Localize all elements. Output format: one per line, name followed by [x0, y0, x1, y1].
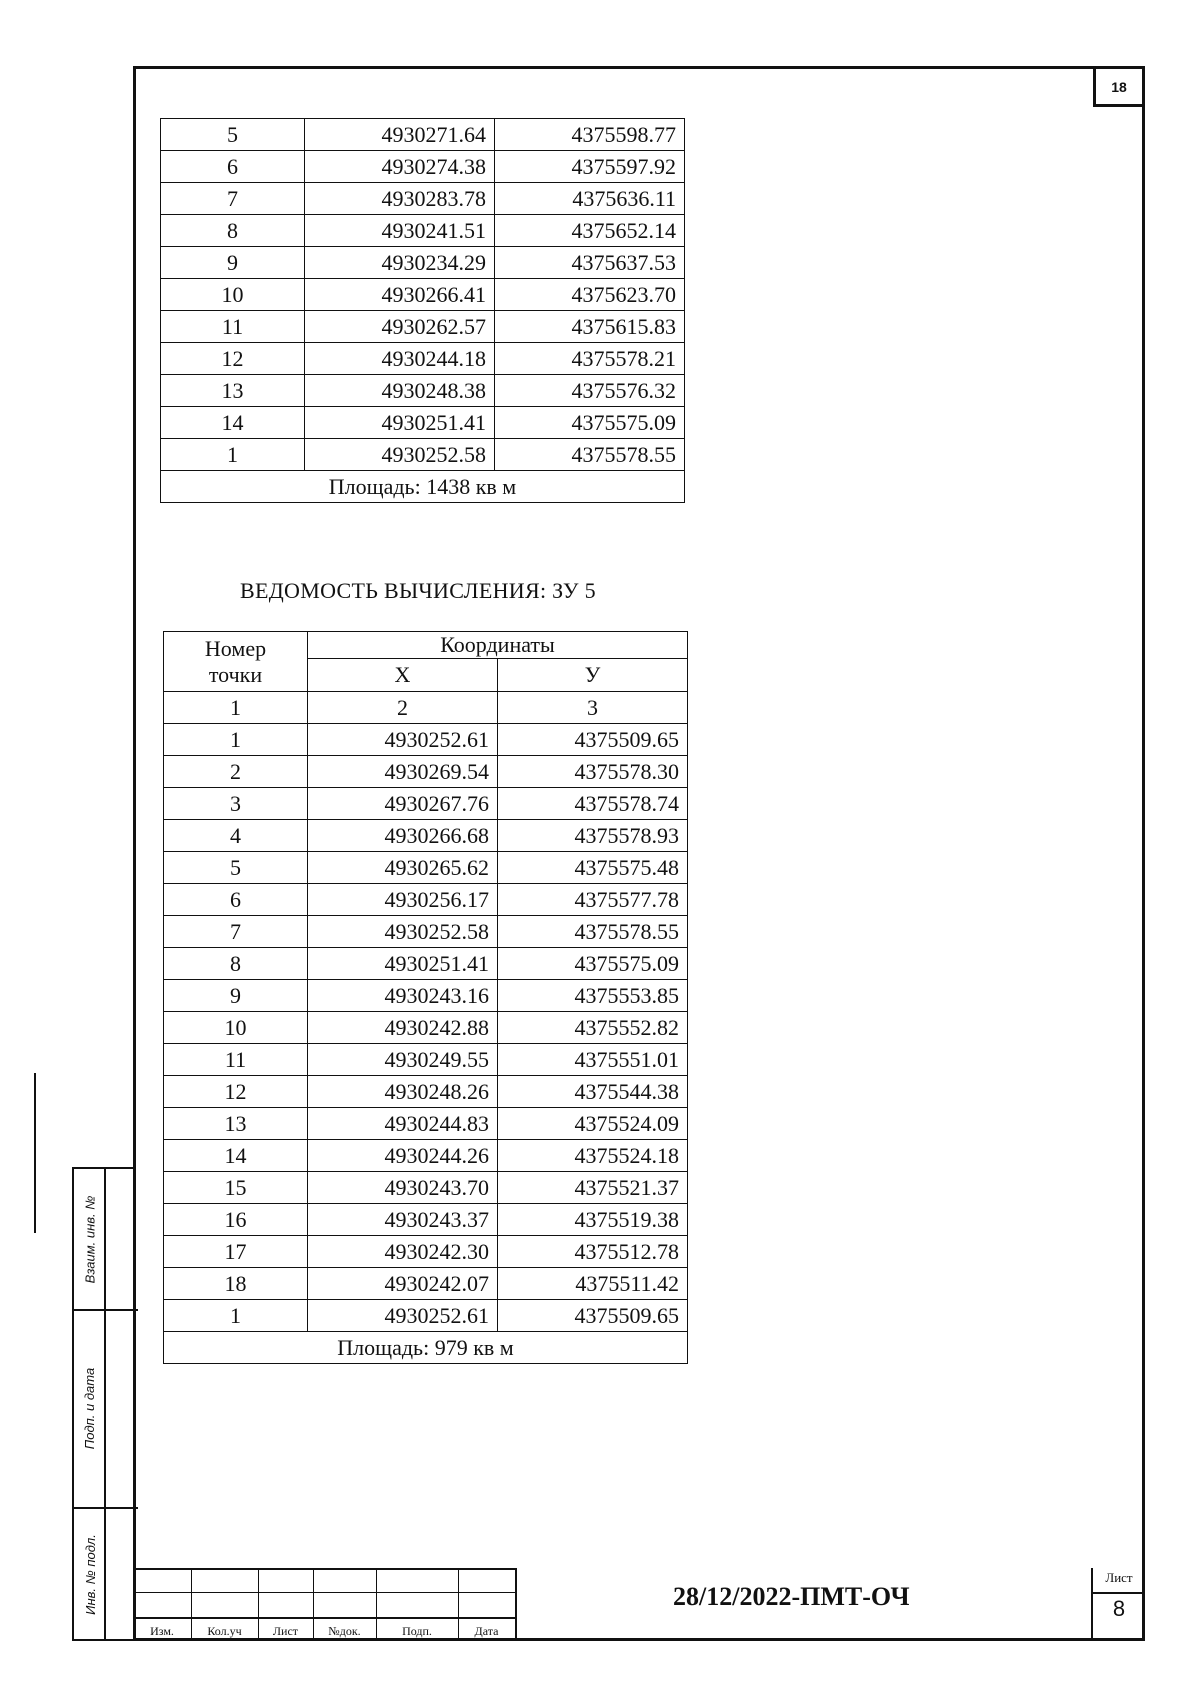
y-coordinate-cell: 4375544.38 — [498, 1076, 688, 1108]
x-coordinate-cell: 4930256.17 — [308, 884, 498, 916]
table-row — [164, 820, 688, 852]
table-row — [161, 215, 685, 247]
column-index-row — [164, 692, 688, 724]
coordinates-header: Координаты — [308, 632, 688, 659]
signature-label: Подп. — [402, 1624, 432, 1638]
x-header: Х — [308, 659, 498, 692]
x-coordinate-cell: 4930269.54 — [308, 756, 498, 788]
point-number-cell: 7 — [164, 916, 308, 948]
sheet-box — [1091, 1568, 1145, 1641]
y-coordinate-cell: 4375615.83 — [495, 311, 685, 343]
y-coordinate-cell: 4375521.37 — [498, 1172, 688, 1204]
table-row — [164, 1236, 688, 1268]
y-coordinate-cell: 4375637.53 — [495, 247, 685, 279]
title-block-grid — [133, 1568, 516, 1641]
y-coordinate-cell: 4375524.09 — [498, 1108, 688, 1140]
point-number-header: Номер точки — [164, 632, 308, 692]
x-coordinate-cell: 4930244.26 — [308, 1140, 498, 1172]
point-number-cell: 1 — [164, 724, 308, 756]
table-row — [161, 375, 685, 407]
column-index: 1 — [164, 692, 308, 724]
point-number-cell: 1 — [161, 439, 305, 471]
column-index: 3 — [498, 692, 688, 724]
y-coordinate-cell: 4375575.09 — [498, 948, 688, 980]
x-coordinate-cell: 4930266.68 — [308, 820, 498, 852]
date-label: Дата — [474, 1624, 499, 1638]
coordinates-table-2 — [163, 631, 688, 1364]
y-coordinate-cell: 4375578.30 — [498, 756, 688, 788]
table-row — [164, 1172, 688, 1204]
point-number-cell: 7 — [161, 183, 305, 215]
sheet-divider — [1093, 1592, 1145, 1594]
margin-line — [34, 1073, 36, 1233]
y-coordinate-cell: 4375553.85 — [498, 980, 688, 1012]
table-row — [161, 407, 685, 439]
x-coordinate-cell: 4930242.88 — [308, 1012, 498, 1044]
table-row — [164, 756, 688, 788]
x-coordinate-cell: 4930283.78 — [305, 183, 495, 215]
x-coordinate-cell: 4930248.26 — [308, 1076, 498, 1108]
point-number-cell: 2 — [164, 756, 308, 788]
table-row — [161, 439, 685, 471]
x-coordinate-cell: 4930241.51 — [305, 215, 495, 247]
table-row — [164, 1300, 688, 1332]
table-row — [164, 1044, 688, 1076]
inv-orig-label: Инв. № подл. — [82, 1533, 98, 1615]
table-row — [161, 279, 685, 311]
x-coordinate-cell: 4930271.64 — [305, 119, 495, 151]
point-number-cell: 11 — [164, 1044, 308, 1076]
x-coordinate-cell: 4930252.58 — [305, 439, 495, 471]
y-coordinate-cell: 4375578.21 — [495, 343, 685, 375]
x-coordinate-cell: 4930262.57 — [305, 311, 495, 343]
sheet-number: 8 — [1112, 1596, 1126, 1621]
x-coordinate-cell: 4930249.55 — [308, 1044, 498, 1076]
y-coordinate-cell: 4375509.65 — [498, 724, 688, 756]
x-coordinate-cell: 4930243.37 — [308, 1204, 498, 1236]
table-row — [164, 884, 688, 916]
point-number-cell: 14 — [164, 1140, 308, 1172]
table-row — [161, 247, 685, 279]
x-coordinate-cell: 4930252.61 — [308, 1300, 498, 1332]
table-row — [161, 119, 685, 151]
document-code: 28/12/2022-ПМТ-ОЧ — [673, 1582, 910, 1611]
point-number-cell: 8 — [161, 215, 305, 247]
statement-heading: ВЕДОМОСТЬ ВЫЧИСЛЕНИЯ: ЗУ 5 — [240, 578, 596, 603]
header-row — [164, 632, 688, 659]
y-coordinate-cell: 4375575.09 — [495, 407, 685, 439]
y-coordinate-cell: 4375575.48 — [498, 852, 688, 884]
count-label: Кол.уч — [207, 1624, 242, 1638]
point-number-cell: 15 — [164, 1172, 308, 1204]
x-coordinate-cell: 4930274.38 — [305, 151, 495, 183]
point-number-cell: 5 — [164, 852, 308, 884]
x-coordinate-cell: 4930267.76 — [308, 788, 498, 820]
x-coordinate-cell: 4930252.61 — [308, 724, 498, 756]
table-row — [161, 183, 685, 215]
x-coordinate-cell: 4930244.18 — [305, 343, 495, 375]
inv-replace-label: Взаим. инв. № — [82, 1195, 98, 1283]
point-number-cell: 12 — [164, 1076, 308, 1108]
column-index: 2 — [308, 692, 498, 724]
area-cell: Площадь: 979 кв м — [164, 1332, 688, 1364]
y-coordinate-cell: 4375552.82 — [498, 1012, 688, 1044]
point-number-cell: 5 — [161, 119, 305, 151]
point-number-cell: 16 — [164, 1204, 308, 1236]
rev-label: Изм. — [150, 1624, 174, 1638]
table-row — [164, 852, 688, 884]
table-row — [164, 1108, 688, 1140]
point-number-cell: 18 — [164, 1268, 308, 1300]
area-row — [161, 471, 685, 503]
x-coordinate-cell: 4930265.62 — [308, 852, 498, 884]
y-coordinate-cell: 4375519.38 — [498, 1204, 688, 1236]
sign-date-label: Подп. и дата — [82, 1367, 98, 1449]
point-number-cell: 11 — [161, 311, 305, 343]
table-row — [164, 1204, 688, 1236]
point-number-cell: 6 — [161, 151, 305, 183]
x-coordinate-cell: 4930242.07 — [308, 1268, 498, 1300]
table-row — [164, 1140, 688, 1172]
y-coordinate-cell: 4375551.01 — [498, 1044, 688, 1076]
point-number-cell: 8 — [164, 948, 308, 980]
point-number-cell: 12 — [161, 343, 305, 375]
grid-line — [515, 1568, 517, 1641]
page-number: 18 — [1093, 66, 1145, 107]
x-coordinate-cell: 4930266.41 — [305, 279, 495, 311]
table-row — [164, 980, 688, 1012]
x-coordinate-cell: 4930251.41 — [308, 948, 498, 980]
table-row — [164, 916, 688, 948]
point-number-cell: 10 — [161, 279, 305, 311]
y-coordinate-cell: 4375578.74 — [498, 788, 688, 820]
point-number-cell: 9 — [161, 247, 305, 279]
point-number-cell: 9 — [164, 980, 308, 1012]
y-coordinate-cell: 4375578.93 — [498, 820, 688, 852]
x-coordinate-cell: 4930234.29 — [305, 247, 495, 279]
y-coordinate-cell: 4375511.42 — [498, 1268, 688, 1300]
point-number-cell: 10 — [164, 1012, 308, 1044]
x-coordinate-cell: 4930243.70 — [308, 1172, 498, 1204]
sheet-label: Лист — [1105, 1570, 1133, 1585]
x-coordinate-cell: 4930251.41 — [305, 407, 495, 439]
point-number-cell: 17 — [164, 1236, 308, 1268]
point-number-cell: 14 — [161, 407, 305, 439]
coordinates-table-1 — [160, 118, 685, 503]
x-coordinate-cell: 4930243.16 — [308, 980, 498, 1012]
y-coordinate-cell: 4375623.70 — [495, 279, 685, 311]
table-row — [164, 1012, 688, 1044]
table-row — [161, 311, 685, 343]
point-number-cell: 4 — [164, 820, 308, 852]
y-coordinate-cell: 4375636.11 — [495, 183, 685, 215]
point-number-cell: 1 — [164, 1300, 308, 1332]
y-coordinate-cell: 4375652.14 — [495, 215, 685, 247]
y-coordinate-cell: 4375578.55 — [498, 916, 688, 948]
y-coordinate-cell: 4375576.32 — [495, 375, 685, 407]
table-row — [164, 1268, 688, 1300]
x-coordinate-cell: 4930242.30 — [308, 1236, 498, 1268]
point-number-cell: 3 — [164, 788, 308, 820]
x-coordinate-cell: 4930252.58 — [308, 916, 498, 948]
doc-num-label: №док. — [328, 1624, 361, 1638]
table-row — [161, 343, 685, 375]
side-stamp — [72, 1167, 136, 1641]
table-row — [164, 948, 688, 980]
y-header: У — [498, 659, 688, 692]
x-coordinate-cell: 4930244.83 — [308, 1108, 498, 1140]
point-number-cell: 13 — [161, 375, 305, 407]
title-block — [133, 1568, 1145, 1641]
table-row — [164, 788, 688, 820]
y-coordinate-cell: 4375512.78 — [498, 1236, 688, 1268]
sheet-col-label: Лист — [272, 1624, 299, 1638]
table-row — [164, 724, 688, 756]
x-coordinate-cell: 4930248.38 — [305, 375, 495, 407]
y-coordinate-cell: 4375524.18 — [498, 1140, 688, 1172]
y-coordinate-cell: 4375597.92 — [495, 151, 685, 183]
point-number-cell: 13 — [164, 1108, 308, 1140]
point-number-cell: 6 — [164, 884, 308, 916]
y-coordinate-cell: 4375578.55 — [495, 439, 685, 471]
area-row — [164, 1332, 688, 1364]
area-cell: Площадь: 1438 кв м — [161, 471, 685, 503]
table-row — [161, 151, 685, 183]
y-coordinate-cell: 4375577.78 — [498, 884, 688, 916]
y-coordinate-cell: 4375509.65 — [498, 1300, 688, 1332]
table-row — [164, 1076, 688, 1108]
y-coordinate-cell: 4375598.77 — [495, 119, 685, 151]
